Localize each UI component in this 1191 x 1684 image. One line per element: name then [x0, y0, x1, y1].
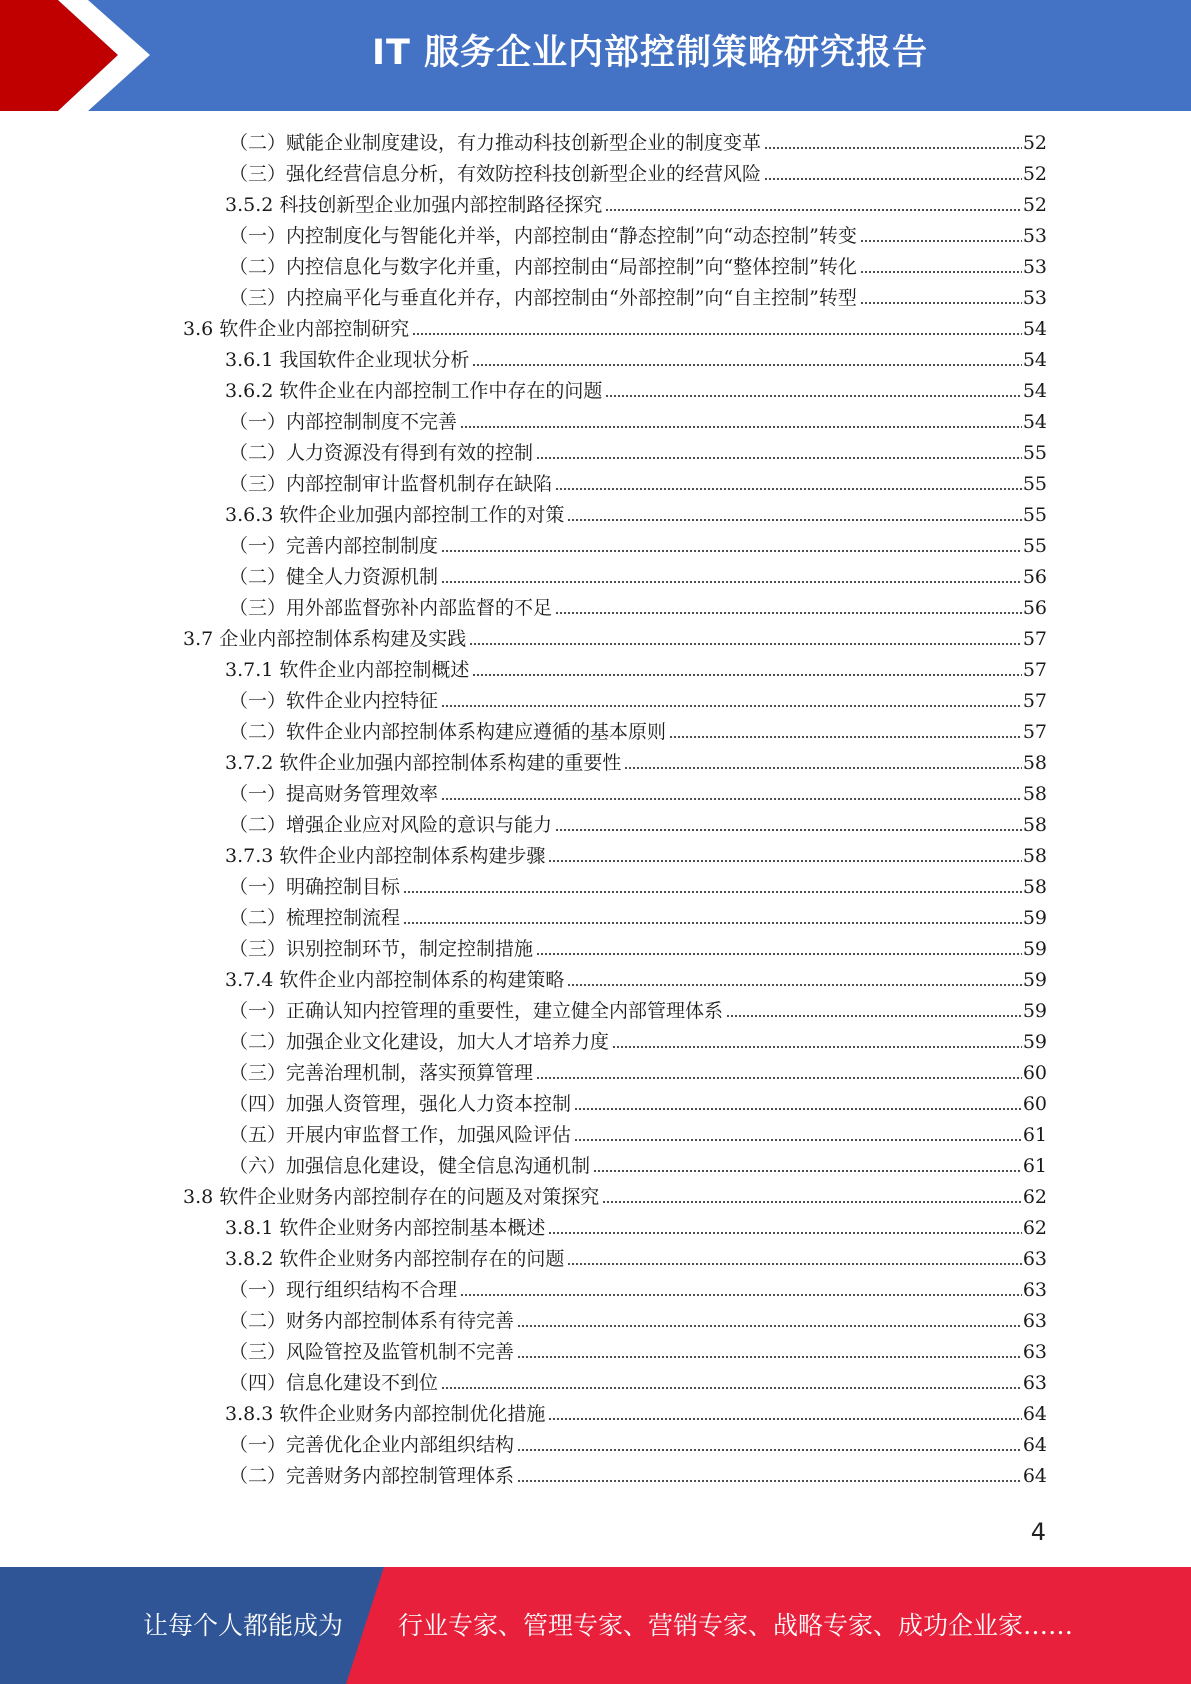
toc-entry-page: 59 [1022, 907, 1047, 929]
toc-entry-page: 58 [1022, 752, 1047, 774]
toc-entry-page: 53 [1022, 256, 1047, 278]
toc-dot-leader [567, 984, 1021, 986]
toc-entry-title: （二）赋能企业制度建设，有力推动科技创新型企业的制度变革 [229, 132, 762, 154]
document-title: IT 服务企业内部控制策略研究报告 [371, 33, 929, 73]
toc-entry[interactable] [229, 901, 1047, 932]
toc-entry-title: （一）提高财务管理效率 [229, 783, 439, 805]
toc-entry[interactable] [229, 250, 1047, 281]
toc-entry-title: （三）内控扁平化与垂直化并存，内部控制由“外部控制”向“自主控制”转型 [229, 287, 857, 309]
toc-dot-leader [441, 581, 1022, 583]
toc-entry-page: 58 [1022, 876, 1047, 898]
toc-entry[interactable] [225, 188, 1047, 219]
toc-entry[interactable] [225, 963, 1047, 994]
toc-entry[interactable] [225, 1397, 1047, 1428]
toc-entry[interactable] [225, 374, 1047, 405]
toc-entry-page: 57 [1022, 721, 1047, 743]
toc-entry[interactable] [225, 746, 1047, 777]
toc-entry-page: 60 [1022, 1093, 1047, 1115]
toc-entry-page: 57 [1022, 659, 1047, 681]
toc-dot-leader [593, 1170, 1022, 1172]
toc-entry-page: 56 [1022, 566, 1047, 588]
toc-dot-leader [605, 395, 1021, 397]
toc-entry[interactable] [229, 777, 1047, 808]
toc-entry-title: （三）风险管控及监管机制不完善 [229, 1341, 515, 1363]
toc-dot-leader [441, 550, 1022, 552]
toc-entry-title: （三）完善治理机制，落实预算管理 [229, 1062, 534, 1084]
toc-dot-leader [548, 860, 1021, 862]
toc-entry-title: 3.6.2 软件企业在内部控制工作中存在的问题 [225, 380, 603, 402]
toc-entry[interactable] [229, 870, 1047, 901]
toc-entry[interactable] [229, 1056, 1047, 1087]
toc-entry-title: （二）财务内部控制体系有待完善 [229, 1310, 515, 1332]
toc-dot-leader [412, 333, 1022, 335]
toc-entry[interactable] [229, 1335, 1047, 1366]
toc-entry-title: 3.7.2 软件企业加强内部控制体系构建的重要性 [225, 752, 622, 774]
toc-entry-title: （四）信息化建设不到位 [229, 1372, 439, 1394]
toc-entry-page: 58 [1022, 845, 1047, 867]
toc-entry-title: （二）内控信息化与数字化并重，内部控制由“局部控制”向“整体控制”转化 [229, 256, 857, 278]
toc-entry[interactable] [229, 808, 1047, 839]
toc-entry-page: 63 [1022, 1248, 1047, 1270]
toc-entry-page: 64 [1022, 1465, 1047, 1487]
toc-entry-page: 63 [1022, 1279, 1047, 1301]
toc-entry-title: （三）用外部监督弥补内部监督的不足 [229, 597, 553, 619]
toc-entry[interactable] [229, 467, 1047, 498]
toc-dot-leader [548, 1418, 1021, 1420]
toc-entry-page: 59 [1022, 969, 1047, 991]
toc-entry-page: 52 [1022, 132, 1047, 154]
toc-entry-page: 57 [1022, 690, 1047, 712]
toc-entry-page: 57 [1022, 628, 1047, 650]
toc-dot-leader [548, 1232, 1021, 1234]
toc-entry-page: 55 [1022, 442, 1047, 464]
toc-dot-leader [764, 147, 1022, 149]
toc-entry-page: 54 [1022, 349, 1047, 371]
toc-entry[interactable] [229, 529, 1047, 560]
toc-dot-leader [469, 643, 1022, 645]
toc-entry-page: 56 [1022, 597, 1047, 619]
toc-entry-title: （三）内部控制审计监督机制存在缺陷 [229, 473, 553, 495]
toc-entry-page: 62 [1022, 1186, 1047, 1208]
toc-entry-title: 3.7.3 软件企业内部控制体系构建步骤 [225, 845, 546, 867]
toc-dot-leader [460, 1294, 1022, 1296]
toc-entry[interactable] [229, 126, 1047, 157]
toc-dot-leader [860, 302, 1022, 304]
toc-dot-leader [403, 922, 1022, 924]
footer-slogan-left: 让每个人都能成为 [143, 1611, 344, 1640]
toc-entry-title: 3.7.1 软件企业内部控制概述 [225, 659, 470, 681]
toc-dot-leader [536, 457, 1022, 459]
toc-entry[interactable] [229, 281, 1047, 312]
toc-entry-title: （一）软件企业内控特征 [229, 690, 439, 712]
toc-entry[interactable] [229, 1459, 1047, 1490]
toc-entry-page: 58 [1022, 814, 1047, 836]
toc-entry-page: 54 [1022, 380, 1047, 402]
toc-entry[interactable] [229, 219, 1047, 250]
toc-entry[interactable] [229, 1304, 1047, 1335]
toc-entry[interactable] [225, 653, 1047, 684]
toc-entry[interactable] [183, 312, 1047, 343]
toc-entry-page: 61 [1022, 1124, 1047, 1146]
toc-dot-leader [574, 1139, 1022, 1141]
toc-entry-title: 3.8 软件企业财务内部控制存在的问题及对策探究 [183, 1186, 600, 1208]
toc-entry-title: 3.8.2 软件企业财务内部控制存在的问题 [225, 1248, 565, 1270]
toc-dot-leader [669, 736, 1022, 738]
toc-dot-leader [517, 1480, 1022, 1482]
toc-entry-title: （一）完善内部控制制度 [229, 535, 439, 557]
toc-dot-leader [555, 829, 1022, 831]
toc-entry[interactable] [229, 591, 1047, 622]
toc-entry-page: 59 [1022, 1031, 1047, 1053]
toc-dot-leader [517, 1449, 1022, 1451]
toc-dot-leader [536, 953, 1022, 955]
toc-dot-leader [460, 426, 1022, 428]
toc-entry-title: 3.6 软件企业内部控制研究 [183, 318, 410, 340]
toc-entry-page: 61 [1022, 1155, 1047, 1177]
toc-dot-leader [726, 1015, 1022, 1017]
toc-entry-page: 54 [1022, 411, 1047, 433]
toc-entry[interactable] [229, 1428, 1047, 1459]
toc-dot-leader [441, 1387, 1022, 1389]
toc-entry-title: （二）梳理控制流程 [229, 907, 401, 929]
toc-entry-page: 52 [1022, 194, 1047, 216]
toc-entry[interactable] [229, 157, 1047, 188]
toc-entry-page: 64 [1022, 1403, 1047, 1425]
toc-entry-title: 3.8.3 软件企业财务内部控制优化措施 [225, 1403, 546, 1425]
toc-entry-page: 53 [1022, 287, 1047, 309]
toc-entry[interactable] [229, 436, 1047, 467]
toc-entry-title: （一）正确认知内控管理的重要性，建立健全内部管理体系 [229, 1000, 724, 1022]
toc-entry-page: 62 [1022, 1217, 1047, 1239]
toc-entry-title: （一）完善优化企业内部组织结构 [229, 1434, 515, 1456]
toc-dot-leader [567, 1263, 1021, 1265]
toc-entry-title: （三）强化经营信息分析，有效防控科技创新型企业的经营风险 [229, 163, 762, 185]
toc-entry-title: 3.5.2 科技创新型企业加强内部控制路径探究 [225, 194, 603, 216]
toc-dot-leader [605, 209, 1021, 211]
toc-entry-page: 55 [1022, 535, 1047, 557]
toc-dot-leader [441, 798, 1022, 800]
toc-entry[interactable] [229, 1273, 1047, 1304]
toc-entry[interactable] [225, 498, 1047, 529]
toc-entry[interactable] [229, 715, 1047, 746]
toc-entry-title: 3.8.1 软件企业财务内部控制基本概述 [225, 1217, 546, 1239]
toc-dot-leader [567, 519, 1021, 521]
toc-entry[interactable] [229, 1366, 1047, 1397]
toc-dot-leader [441, 705, 1022, 707]
toc-entry[interactable] [229, 560, 1047, 591]
toc-entry-title: （一）现行组织结构不合理 [229, 1279, 458, 1301]
toc-entry[interactable] [183, 622, 1047, 653]
toc-entry-title: （二）增强企业应对风险的意识与能力 [229, 814, 553, 836]
toc-dot-leader [764, 178, 1022, 180]
toc-dot-leader [860, 240, 1022, 242]
toc-entry-title: （二）加强企业文化建设，加大人才培养力度 [229, 1031, 610, 1053]
toc-entry-page: 63 [1022, 1310, 1047, 1332]
toc-entry-title: （六）加强信息化建设，健全信息沟通机制 [229, 1155, 591, 1177]
footer-band [0, 1567, 1191, 1684]
toc-dot-leader [860, 271, 1022, 273]
toc-dot-leader [574, 1108, 1022, 1110]
toc-entry-title: 3.6.3 软件企业加强内部控制工作的对策 [225, 504, 565, 526]
toc-entry[interactable] [225, 839, 1047, 870]
toc-entry[interactable] [229, 1025, 1047, 1056]
header-band [0, 0, 1191, 111]
toc-entry-page: 58 [1022, 783, 1047, 805]
toc-entry-page: 54 [1022, 318, 1047, 340]
toc-dot-leader [517, 1325, 1022, 1327]
toc-entry-title: 3.6.1 我国软件企业现状分析 [225, 349, 470, 371]
toc-dot-leader [403, 891, 1022, 893]
toc-dot-leader [624, 767, 1021, 769]
toc-entry-title: （四）加强人资管理，强化人力资本控制 [229, 1093, 572, 1115]
toc-dot-leader [602, 1201, 1022, 1203]
toc-entry-title: （一）明确控制目标 [229, 876, 401, 898]
toc-entry-title: （二）健全人力资源机制 [229, 566, 439, 588]
toc-entry-title: （二）完善财务内部控制管理体系 [229, 1465, 515, 1487]
toc-dot-leader [555, 612, 1022, 614]
toc-entry[interactable] [183, 1180, 1047, 1211]
toc-entry-page: 55 [1022, 504, 1047, 526]
toc-entry[interactable] [229, 405, 1047, 436]
toc-entry[interactable] [229, 994, 1047, 1025]
toc-dot-leader [536, 1077, 1022, 1079]
toc-entry-title: （五）开展内审监督工作，加强风险评估 [229, 1124, 572, 1146]
toc-entry-page: 55 [1022, 473, 1047, 495]
toc-dot-leader [472, 674, 1021, 676]
toc-entry-page: 52 [1022, 163, 1047, 185]
toc-entry-page: 64 [1022, 1434, 1047, 1456]
toc-entry-title: （二）人力资源没有得到有效的控制 [229, 442, 534, 464]
toc-entry-page: 63 [1022, 1372, 1047, 1394]
toc-entry-page: 59 [1022, 938, 1047, 960]
toc-dot-leader [472, 364, 1021, 366]
toc-entry-title: （三）识别控制环节，制定控制措施 [229, 938, 534, 960]
toc-entry-page: 63 [1022, 1341, 1047, 1363]
toc-entry[interactable] [225, 1211, 1047, 1242]
toc-entry[interactable] [229, 1149, 1047, 1180]
toc-dot-leader [517, 1356, 1022, 1358]
toc-entry[interactable] [229, 932, 1047, 963]
toc-entry-title: 3.7.4 软件企业内部控制体系的构建策略 [225, 969, 565, 991]
toc-dot-leader [612, 1046, 1022, 1048]
toc-entry-page: 59 [1022, 1000, 1047, 1022]
toc-entry[interactable] [229, 1118, 1047, 1149]
toc-entry[interactable] [229, 684, 1047, 715]
toc-entry-page: 53 [1022, 225, 1047, 247]
page-number: 4 [1030, 1518, 1046, 1546]
toc-dot-leader [555, 488, 1022, 490]
toc-entry-title: 3.7 企业内部控制体系构建及实践 [183, 628, 467, 650]
toc-entry-title: （二）软件企业内部控制体系构建应遵循的基本原则 [229, 721, 667, 743]
toc-entry-title: （一）内控制度化与智能化并举，内部控制由“静态控制”向“动态控制”转变 [229, 225, 857, 247]
toc-entry[interactable] [229, 1087, 1047, 1118]
toc-entry-title: （一）内部控制制度不完善 [229, 411, 458, 433]
toc-entry-page: 60 [1022, 1062, 1047, 1084]
toc-entry[interactable] [225, 343, 1047, 374]
toc-entry[interactable] [225, 1242, 1047, 1273]
footer-slogan-right: 行业专家、管理专家、营销专家、战略专家、成功企业家…… [398, 1611, 1074, 1640]
